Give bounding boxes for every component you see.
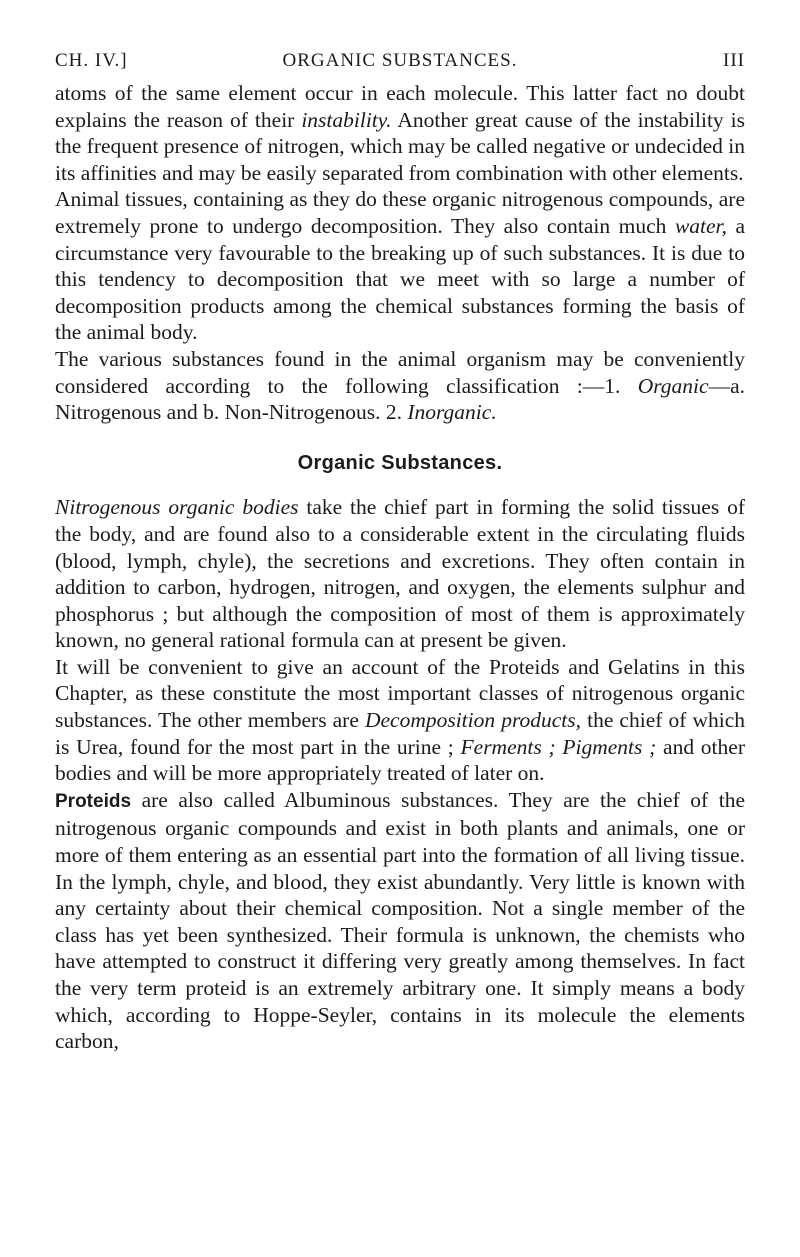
emphasis-inorganic: Inorganic. [407, 400, 497, 425]
emphasis-ferments-pigments: Ferments ; Pigments ; [460, 734, 657, 759]
page-number: III [723, 50, 745, 71]
running-head [55, 50, 745, 80]
chapter-label: CH. IV.] [55, 50, 128, 71]
emphasis-organic: Organic [637, 373, 709, 398]
emphasis-instability: instability. [301, 107, 392, 132]
body-text [55, 80, 745, 1055]
paragraph-animal-tissues: Animal tissues, containing as they do these organic nitrogenous compounds, are extremely prone to undergo decomposition. They also contain much water, a circumstance very favourable to the breaking up of such substances. It is due to this tendency to decomposition that we meet with so large a number of decomposition products among the chemical substances forming the basis of the animal body. [55, 187, 745, 345]
section-heading: Organic Substances. [297, 451, 503, 474]
paragraph-proteids-gelatins: It will be convenient to give an account of the Proteids and Gelatins in this Chapter, as these constitute the most important classes of nitrogenous organic substances. The other members are Decomposition products, the chief of which is Urea, found for the most part in the urine ; Ferments ; Pigments ; and other bodies and will be more appropriately treated of later on. [55, 654, 745, 786]
emphasis-decomposition-products: Decomposition products, [364, 708, 582, 733]
term-proteids: Proteids [55, 790, 132, 812]
running-title: ORGANIC SUBSTANCES. [282, 50, 518, 71]
book-page [55, 50, 745, 1055]
paragraph-classification: The various substances found in the animal organism may be conveniently considered according to the following classification :—1. Organic—a. Nitrogenous and b. Non-Nitrogenous. 2. Inorganic. [55, 346, 745, 425]
emphasis-water: water, [674, 213, 727, 238]
paragraph-nitrogenous-bodies: Nitrogenous organic bodies take the chief part in forming the solid tissues of the body, and are found also to a considerable extent in the circulating fluids (blood, lymph, chyle), the secretions and excretions. They often contain in addition to carbon, hydrogen, nitrogen, and oxygen, the elements sulphur and phosphorus ; but although the composition of most of them is approximately known, no general rational formula can at present be given. [55, 495, 745, 653]
emphasis-nitrogenous-bodies: Nitrogenous organic bodies [55, 495, 299, 520]
paragraph-instability: atoms of the same element occur in each molecule. This latter fact no doubt explains the reason of their instability. Another great cause of the instability is the frequent presence of nitrogen, which may be called negative or undecided in its affinities and may be easily separated from combination with other elements. [55, 81, 745, 185]
paragraph-proteids: Proteids are also called Albuminous substances. They are the chief of the nitrogenous organic compounds and exist in both plants and animals, one or more of them entering as an essential part into the formation of all living tissue. In the lymph, chyle, and blood, they exist abundantly. Very little is known with any certainty about their chemical composition. Not a single member of the class has yet been synthesized. Their formula is unknown, the chemists who have attempted to construct it differing very greatly among themselves. In fact the very term proteid is an extremely arbitrary one. It simply means a body which, according to Hoppe-Seyler, contains in its molecule the elements carbon, [55, 787, 745, 1054]
